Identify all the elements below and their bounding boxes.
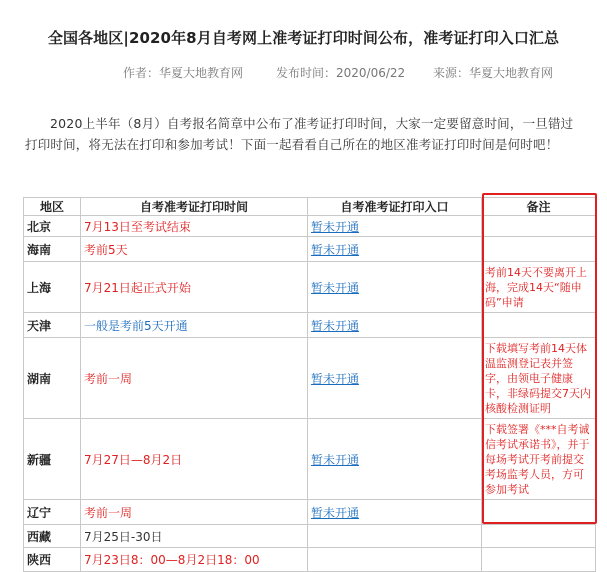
print-entry-cell — [308, 216, 482, 237]
note-cell — [482, 548, 596, 572]
print-time-cell: 7月23日8：00—8月2日18：00 — [81, 548, 308, 572]
region-cell: 陕西 — [24, 548, 81, 572]
note-cell — [482, 500, 596, 525]
table-row — [24, 525, 596, 548]
article-author: 作者：华夏大地教育网 — [123, 66, 244, 80]
note-cell: 考前14天不要离开上海，完成14天“随申码”申请 — [482, 262, 596, 313]
print-entry-cell — [308, 548, 482, 572]
print-entry-cell — [308, 262, 482, 313]
article-publish-date: 发布时间：2020/06/22 — [276, 66, 406, 80]
article-intro: 2020上半年（8月）自考报名简章中公布了准考证打印时间，大家一定要留意时间，一旦错过打印时间，将无法在打印和参加考试！下面一起看看自己所在的地区准考证打印时间是何时吧！ — [25, 116, 574, 152]
note-cell: 下载签署《***自考诚信考试承诺书》，并于每场考试开考前提交考场监考人员，方可参加考试 — [482, 419, 596, 500]
note-cell — [482, 216, 596, 237]
note-cell: 下载填写考前14天体温监测登记表并签字，由领电子健康卡，非绿码提交7天内核酸检测证明 — [482, 338, 596, 419]
region-cell: 新疆 — [24, 419, 81, 500]
note-cell — [482, 313, 596, 338]
table-row — [24, 237, 596, 262]
print-entry-link[interactable]: 暂未开通 — [311, 371, 360, 386]
print-time-cell: 7月27日—8月2日 — [81, 419, 308, 500]
header-print-entry: 自考准考证打印入口 — [308, 198, 482, 216]
header-region: 地区 — [24, 198, 81, 216]
article-title: 全国各地区|2020年8月自考网上准考证打印时间公布，准考证打印入口汇总 — [47, 29, 560, 47]
print-entry-cell — [308, 338, 482, 419]
table-row — [24, 419, 596, 500]
print-entry-link[interactable]: 暂未开通 — [311, 505, 360, 520]
print-entry-link[interactable]: 暂未开通 — [311, 318, 360, 333]
print-time-cell: 7月13日至考试结束 — [81, 216, 308, 237]
print-entry-link[interactable]: 暂未开通 — [311, 219, 360, 234]
print-entry-cell — [308, 525, 482, 548]
region-cell: 西藏 — [24, 525, 81, 548]
print-entry-link[interactable]: 暂未开通 — [311, 280, 360, 295]
print-entry-link[interactable]: 暂未开通 — [311, 452, 360, 467]
print-time-cell: 7月21日起正式开始 — [81, 262, 308, 313]
note-cell — [482, 525, 596, 548]
region-cell: 北京 — [24, 216, 81, 237]
article-source: 来源：华夏大地教育网 — [433, 66, 554, 80]
print-entry-cell — [308, 237, 482, 262]
region-cell: 湖南 — [24, 338, 81, 419]
table-row — [24, 216, 596, 237]
print-time-cell: 考前一周 — [81, 500, 308, 525]
table-row — [24, 313, 596, 338]
print-entry-cell — [308, 500, 482, 525]
print-entry-link[interactable]: 暂未开通 — [311, 242, 360, 257]
header-print-time: 自考准考证打印时间 — [81, 198, 308, 216]
print-time-cell: 考前一周 — [81, 338, 308, 419]
header-note: 备注 — [482, 198, 596, 216]
exam-admission-table — [23, 197, 596, 572]
table-row — [24, 500, 596, 525]
print-time-cell: 考前5天 — [81, 237, 308, 262]
table-row — [24, 548, 596, 572]
region-cell: 天津 — [24, 313, 81, 338]
region-cell: 辽宁 — [24, 500, 81, 525]
note-cell — [482, 237, 596, 262]
print-time-cell: 7月25日-30日 — [81, 525, 308, 548]
print-entry-cell — [308, 419, 482, 500]
region-cell: 海南 — [24, 237, 81, 262]
table-row — [24, 338, 596, 419]
print-time-cell: 一般是考前5天开通 — [81, 313, 308, 338]
region-cell: 上海 — [24, 262, 81, 313]
table-header-row — [24, 198, 596, 216]
print-entry-cell — [308, 313, 482, 338]
table-row — [24, 262, 596, 313]
